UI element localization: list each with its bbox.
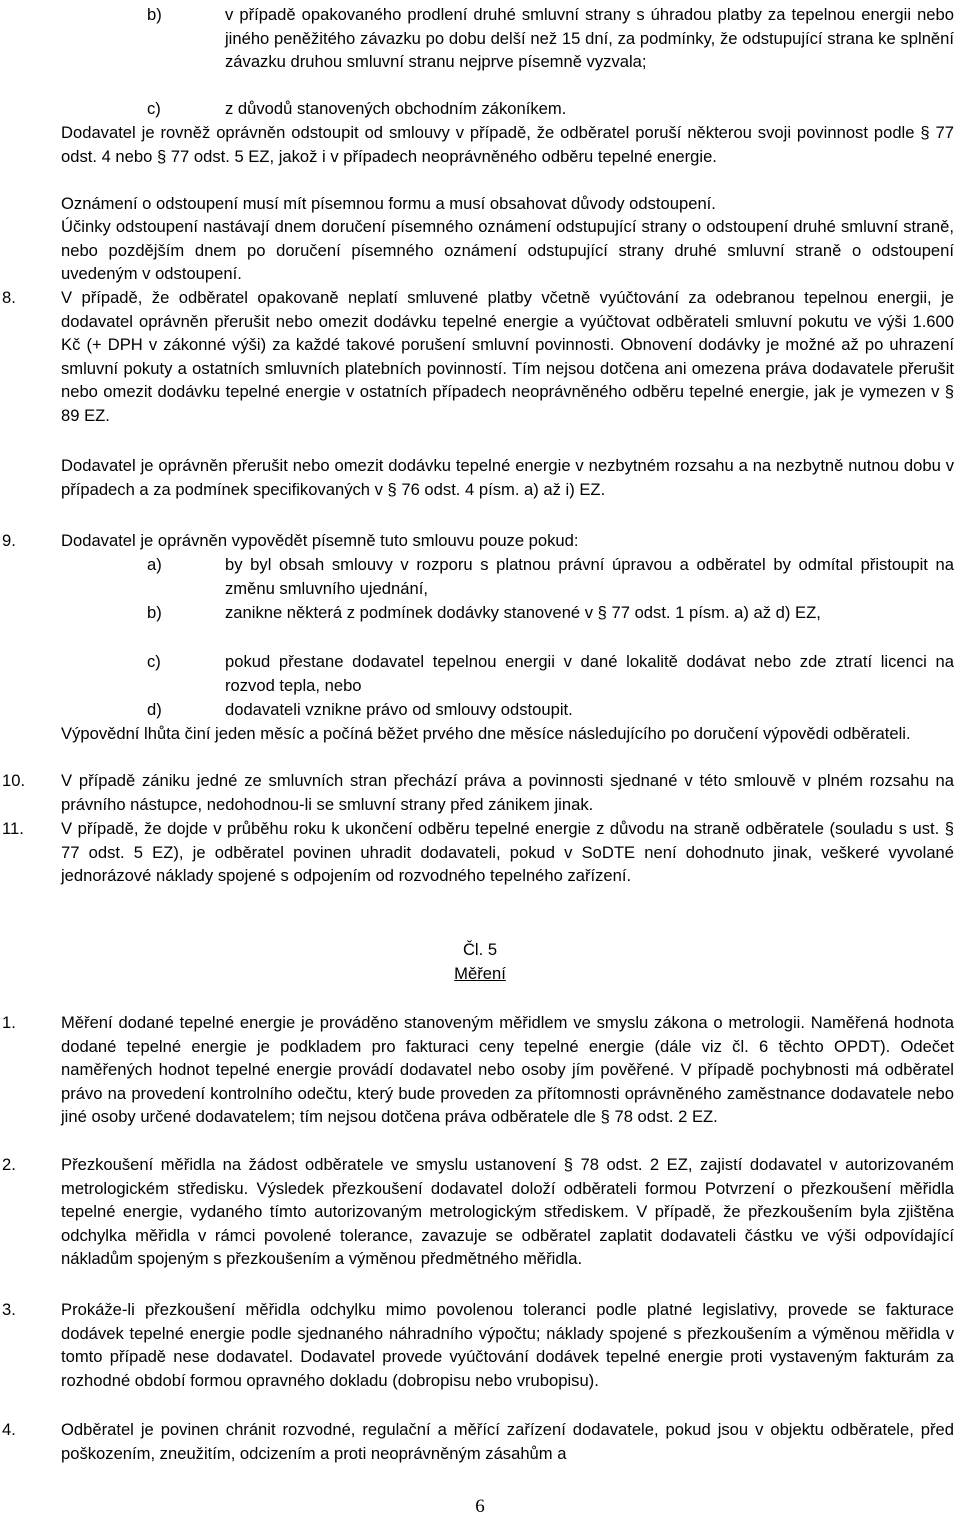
clause-intro: Dodavatel je oprávněn vypovědět písemně tuto smlouvu pouze pokud:: [61, 531, 579, 550]
clause-number: 10.: [2, 771, 26, 790]
clause-number: 4.: [2, 1420, 16, 1439]
section-title: [0, 962, 960, 986]
item-label: b): [147, 5, 162, 24]
clause-number: 8.: [2, 288, 16, 307]
item-label: c): [147, 652, 161, 671]
item-text: dodavateli vznikne právo od smlouvy odstoupit.: [225, 700, 573, 719]
item-label: c): [147, 99, 161, 118]
item-text: v případě opakovaného prodlení druhé smluvní strany s úhradou platby za tepelnou energii nebo jiného peněžitého závazku po dobu delší než 15 dní, za podmínky, že odstupující strana ke splnění závazku druhou smluvní stranu nejprve písemně vyzvala;: [225, 5, 954, 72]
clause-number: 1.: [2, 1013, 16, 1032]
item-label: b): [147, 603, 162, 622]
clause-9-outro: Výpovědní lhůta činí jeden měsíc a počíná běžet prvého dne měsíce následujícího po doručení výpovědi odběrateli.: [61, 724, 911, 743]
clause-text: V případě, že dojde v průběhu roku k ukončení odběru tepelné energie z důvodu na straně odběratele (souladu s ust. § 77 odst. 5 EZ), je odběratel povinen uhradit dodavateli, pokud v SoDTE není dohodnuto jinak, veškeré vyvolané jednorázové náklady spojené s odpojením od rozvodného tepelného zařízení.: [61, 819, 954, 886]
item-text: pokud přestane dodavatel tepelnou energii v dané lokalitě dodávat nebo zde ztratí licenci na rozvod tepla, nebo: [225, 652, 954, 695]
item-text: z důvodů stanovených obchodním zákoníkem.: [225, 99, 567, 118]
item-label: d): [147, 700, 162, 719]
paragraph-supplier-withdrawal: Dodavatel je rovněž oprávněn odstoupit od smlouvy v případě, že odběratel poruší některou svoji povinnost podle § 77 odst. 4 nebo § 77 odst. 5 EZ, jakož i v případech neoprávněného odběru tepelné energie.: [61, 123, 954, 166]
paragraph-notice: Oznámení o odstoupení musí mít písemnou formu a musí obsahovat důvody odstoupení.: [61, 194, 716, 213]
clause-text: Odběratel je povinen chránit rozvodné, regulační a měřící zařízení dodavatele, pokud jsou v objektu odběratele, před poškozením, zneužitím, odcizením a proti neoprávněným zásahům a: [61, 1420, 954, 1463]
clause-text: Přezkoušení měřidla na žádost odběratele ve smyslu ustanovení § 78 odst. 2 EZ, zajistí dodavatel v autorizovaném metrologickém středisku. Výsledek přezkoušení dodavatel doloží odběrateli formou Potvrzení o přezkoušení měřidla tepelné energie, vydaného tímto autorizovaným metrologickým střediskem. V případě, že přezkoušením byla zjištěna odchylka měřidla v rámci povolené tolerance, zavazuje se odběratel zaplatit dodavateli částku ve výši odpovídající nákladům spojeným s přezkoušením a výměnou předmětného měřidla.: [61, 1155, 954, 1269]
clause-number: 3.: [2, 1300, 16, 1319]
page-number: 6: [475, 1496, 485, 1517]
section-number: Čl. 5: [462, 940, 498, 959]
paragraph-effects: Účinky odstoupení nastávají dnem doručení písemného oznámení odstupující strany o odstoupení druhé smluvní straně, nebo pozdějším dnem po doručení písemného oznámení odstupující strany druhé smluvní straně o odstoupení uvedeným v odstoupení.: [61, 217, 954, 284]
clause-text: V případě, že odběratel opakovaně neplatí smluvené platby včetně vyúčtování za odebranou tepelnou energii, je dodavatel oprávněn přerušit nebo omezit dodávku tepelné energie a vyúčtovat odběrateli smluvní pokutu ve výši 1.600 Kč (+ DPH v zákonné výši) za každé takové porušení smluvní povinnosti. Obnovení dodávky je možné až po uhrazení smluvní pokuty a ostatních smluvních platebních povinností. Tím nejsou dotčena ani omezena práva dodavatele přerušit nebo omezit dodávku tepelné energie v ostatních případech neoprávněného odběru tepelné energie, jak je vymezen v § 89 EZ.: [61, 288, 954, 425]
section-title-text: Měření: [454, 964, 506, 983]
item-text: zanikne některá z podmínek dodávky stanovené v § 77 odst. 1 písm. a) až d) EZ,: [225, 603, 821, 622]
clause-number: 11.: [2, 819, 24, 838]
item-text: by byl obsah smlouvy v rozporu s platnou právní úpravou a odběratel by odmítal přistoupit na změnu smluvního ujednání,: [225, 555, 954, 598]
item-label: a): [147, 555, 162, 574]
clause-number: 9.: [2, 531, 16, 550]
clause-text: Měření dodané tepelné energie je prováděno stanoveným měřidlem ve smyslu zákona o metrologii. Naměřená hodnota dodané tepelné energie je podkladem pro fakturaci ceny tepelné energie (dále viz čl. 6 těchto OPDT). Odečet naměřených hodnot tepelné energie provádí dodavatel nebo osoby jím pověřené. V případě pochybnosti má odběratel právo na provedení kontrolního odečtu, který bude proveden za přítomnosti oprávněného zaměstnance dodavatele nebo jiné osoby určené dodavatelem; tím nejsou dotčena práva odběratele dle § 78 odst. 2 EZ.: [61, 1013, 954, 1127]
clause-text: Prokáže-li přezkoušení měřidla odchylku mimo povolenou toleranci podle platné legislativy, provede se fakturace dodávek tepelné energie podle sjednaného náhradního výpočtu; náklady spojené s přezkoušením a výměnou měřidla v tomto případě nese dodavatel. Dodavatel provede vyúčtování dodávek tepelné energie proti vystaveným fakturám za rozhodné období formou opravného dokladu (dobropisu nebo vrubopisu).: [61, 1300, 954, 1390]
clause-text: V případě zániku jedné ze smluvních stran přechází práva a povinnosti sjednané v této smlouvě v plném rozsahu na právního nástupce, nedohodnou-li se smluvní strany před zánikem jinak.: [61, 771, 954, 814]
clause-text-2: Dodavatel je oprávněn přerušit nebo omezit dodávku tepelné energie v nezbytném rozsahu a na nezbytně nutnou dobu v případech a za podmínek specifikovaných v § 76 odst. 4 písm. a) až i) EZ.: [61, 456, 954, 499]
clause-number: 2.: [2, 1155, 16, 1174]
